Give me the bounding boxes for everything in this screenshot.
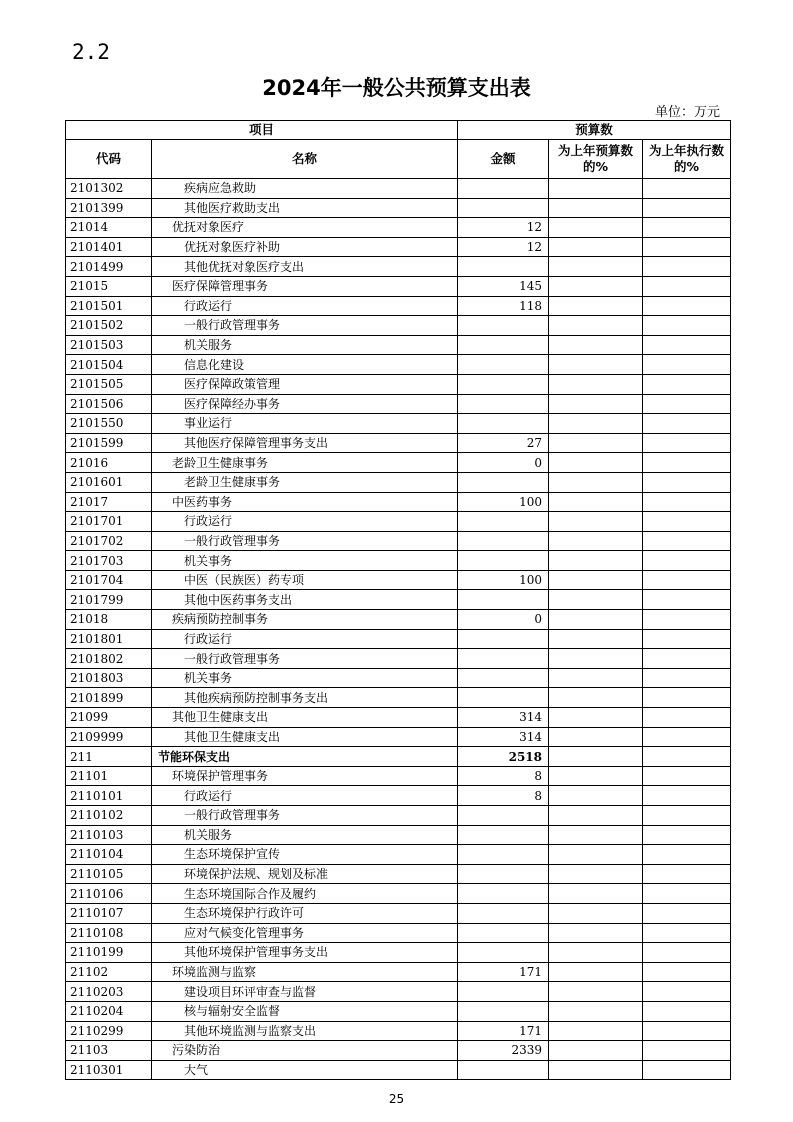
- cell-code: 2110299: [66, 1021, 152, 1041]
- cell-name: 医疗保障政策管理: [152, 374, 458, 394]
- table-row: [66, 708, 731, 728]
- cell-code: 2101799: [66, 590, 152, 610]
- cell-code: 21099: [66, 708, 152, 728]
- cell-pct-prev-exec: [643, 512, 731, 532]
- cell-pct-prev-exec: [643, 531, 731, 551]
- cell-name: 医疗保障经办事务: [152, 394, 458, 414]
- cell-amount: [458, 394, 549, 414]
- cell-pct-prev-exec: [643, 433, 731, 453]
- table-row: [66, 590, 731, 610]
- cell-pct-prev-budget: [549, 218, 643, 238]
- table-row: [66, 531, 731, 551]
- cell-name: 环境保护管理事务: [152, 766, 458, 786]
- cell-pct-prev-exec: [643, 472, 731, 492]
- table-row: [66, 727, 731, 747]
- header-name: 名称: [152, 140, 458, 179]
- table-row: [66, 943, 731, 963]
- cell-code: 2101803: [66, 668, 152, 688]
- cell-code: 21101: [66, 766, 152, 786]
- cell-pct-prev-exec: [643, 1041, 731, 1061]
- cell-code: 2109999: [66, 727, 152, 747]
- table-row: [66, 472, 731, 492]
- cell-pct-prev-budget: [549, 923, 643, 943]
- cell-pct-prev-exec: [643, 218, 731, 238]
- cell-code: 2101505: [66, 374, 152, 394]
- page-number: 25: [388, 1092, 405, 1106]
- table-row: [66, 649, 731, 669]
- cell-pct-prev-exec: [643, 316, 731, 336]
- cell-code: 21103: [66, 1041, 152, 1061]
- cell-amount: 27: [458, 433, 549, 453]
- table-row: [66, 1060, 731, 1080]
- cell-pct-prev-budget: [549, 1060, 643, 1080]
- cell-amount: [458, 668, 549, 688]
- table-row: [66, 688, 731, 708]
- cell-code: 21017: [66, 492, 152, 512]
- cell-pct-prev-budget: [549, 570, 643, 590]
- cell-amount: 100: [458, 492, 549, 512]
- cell-code: 2101302: [66, 179, 152, 199]
- header-code: 代码: [66, 140, 152, 179]
- cell-name: 机关服务: [152, 825, 458, 845]
- cell-pct-prev-budget: [549, 825, 643, 845]
- cell-amount: [458, 943, 549, 963]
- table-row: [66, 179, 731, 199]
- cell-pct-prev-exec: [643, 296, 731, 316]
- cell-name: 其他优抚对象医疗支出: [152, 257, 458, 277]
- cell-code: 2110102: [66, 806, 152, 826]
- cell-code: 2101599: [66, 433, 152, 453]
- table-row: [66, 668, 731, 688]
- cell-pct-prev-exec: [643, 355, 731, 375]
- table-row: [66, 884, 731, 904]
- cell-name: 中医药事务: [152, 492, 458, 512]
- table-row: [66, 1021, 731, 1041]
- cell-pct-prev-budget: [549, 531, 643, 551]
- cell-pct-prev-budget: [549, 316, 643, 336]
- cell-name: 生态环境保护行政许可: [152, 903, 458, 923]
- cell-amount: [458, 688, 549, 708]
- cell-pct-prev-budget: [549, 198, 643, 218]
- cell-pct-prev-budget: [549, 708, 643, 728]
- cell-pct-prev-budget: [549, 982, 643, 1002]
- cell-code: 2101703: [66, 551, 152, 571]
- cell-pct-prev-budget: [549, 786, 643, 806]
- cell-pct-prev-budget: [549, 276, 643, 296]
- cell-amount: 171: [458, 962, 549, 982]
- cell-name: 行政运行: [152, 786, 458, 806]
- cell-pct-prev-budget: [549, 551, 643, 571]
- table-row: [66, 610, 731, 630]
- cell-pct-prev-budget: [549, 492, 643, 512]
- cell-amount: [458, 825, 549, 845]
- table-row: [66, 806, 731, 826]
- table-row: [66, 237, 731, 257]
- cell-amount: [458, 414, 549, 434]
- cell-code: 2101502: [66, 316, 152, 336]
- cell-amount: [458, 531, 549, 551]
- cell-name: 建设项目环评审查与监督: [152, 982, 458, 1002]
- cell-pct-prev-exec: [643, 943, 731, 963]
- cell-pct-prev-budget: [549, 629, 643, 649]
- cell-pct-prev-exec: [643, 570, 731, 590]
- cell-pct-prev-exec: [643, 668, 731, 688]
- cell-amount: [458, 590, 549, 610]
- cell-name: 生态环境国际合作及履约: [152, 884, 458, 904]
- section-number: 2.2: [72, 40, 110, 64]
- cell-pct-prev-exec: [643, 237, 731, 257]
- cell-amount: 314: [458, 727, 549, 747]
- cell-code: 21018: [66, 610, 152, 630]
- cell-pct-prev-budget: [549, 884, 643, 904]
- table-row: [66, 570, 731, 590]
- table-row: [66, 453, 731, 473]
- cell-amount: [458, 806, 549, 826]
- cell-pct-prev-budget: [549, 943, 643, 963]
- cell-pct-prev-exec: [643, 610, 731, 630]
- table-row: [66, 198, 731, 218]
- cell-amount: 8: [458, 786, 549, 806]
- cell-pct-prev-exec: [643, 414, 731, 434]
- table-row: [66, 1041, 731, 1061]
- cell-pct-prev-exec: [643, 747, 731, 767]
- cell-code: 2101550: [66, 414, 152, 434]
- cell-amount: [458, 198, 549, 218]
- cell-pct-prev-exec: [643, 453, 731, 473]
- cell-code: 2110203: [66, 982, 152, 1002]
- cell-code: 2101399: [66, 198, 152, 218]
- cell-amount: [458, 903, 549, 923]
- table-row: [66, 257, 731, 277]
- cell-code: 21014: [66, 218, 152, 238]
- cell-pct-prev-exec: [643, 394, 731, 414]
- cell-name: 其他卫生健康支出: [152, 727, 458, 747]
- cell-amount: 0: [458, 453, 549, 473]
- table-row: [66, 825, 731, 845]
- cell-pct-prev-budget: [549, 296, 643, 316]
- cell-pct-prev-budget: [549, 1041, 643, 1061]
- cell-pct-prev-budget: [549, 335, 643, 355]
- page-title: 2024年一般公共预算支出表: [262, 76, 531, 100]
- cell-name: 优抚对象医疗补助: [152, 237, 458, 257]
- table-row: [66, 864, 731, 884]
- cell-pct-prev-exec: [643, 590, 731, 610]
- cell-amount: 12: [458, 218, 549, 238]
- cell-name: 污染防治: [152, 1041, 458, 1061]
- cell-amount: [458, 629, 549, 649]
- cell-pct-prev-budget: [549, 414, 643, 434]
- cell-pct-prev-budget: [549, 512, 643, 532]
- cell-name: 行政运行: [152, 296, 458, 316]
- cell-name: 疾病应急救助: [152, 179, 458, 199]
- cell-name: 优抚对象医疗: [152, 218, 458, 238]
- cell-pct-prev-exec: [643, 179, 731, 199]
- cell-amount: [458, 982, 549, 1002]
- cell-amount: 145: [458, 276, 549, 296]
- cell-code: 211: [66, 747, 152, 767]
- cell-pct-prev-exec: [643, 1060, 731, 1080]
- cell-name: 应对气候变化管理事务: [152, 923, 458, 943]
- cell-pct-prev-exec: [643, 923, 731, 943]
- cell-pct-prev-exec: [643, 962, 731, 982]
- table-row: [66, 1001, 731, 1021]
- table-row: [66, 766, 731, 786]
- budget-table: [65, 120, 731, 1080]
- cell-pct-prev-exec: [643, 629, 731, 649]
- cell-pct-prev-exec: [643, 688, 731, 708]
- cell-amount: [458, 257, 549, 277]
- cell-pct-prev-exec: [643, 903, 731, 923]
- cell-pct-prev-exec: [643, 257, 731, 277]
- unit-label: 单位：万元: [654, 105, 720, 120]
- cell-code: 2101503: [66, 335, 152, 355]
- cell-pct-prev-exec: [643, 335, 731, 355]
- cell-pct-prev-budget: [549, 374, 643, 394]
- cell-pct-prev-exec: [643, 276, 731, 296]
- cell-name: 一般行政管理事务: [152, 649, 458, 669]
- cell-pct-prev-budget: [549, 1001, 643, 1021]
- cell-pct-prev-exec: [643, 825, 731, 845]
- cell-pct-prev-budget: [549, 903, 643, 923]
- cell-amount: 314: [458, 708, 549, 728]
- cell-name: 机关事务: [152, 551, 458, 571]
- table-row: [66, 355, 731, 375]
- cell-name: 行政运行: [152, 512, 458, 532]
- cell-name: 大气: [152, 1060, 458, 1080]
- cell-pct-prev-budget: [549, 237, 643, 257]
- cell-name: 其他中医药事务支出: [152, 590, 458, 610]
- cell-pct-prev-exec: [643, 727, 731, 747]
- cell-amount: [458, 551, 549, 571]
- cell-name: 事业运行: [152, 414, 458, 434]
- cell-pct-prev-budget: [549, 355, 643, 375]
- cell-code: 2110104: [66, 845, 152, 865]
- cell-code: 2101802: [66, 649, 152, 669]
- cell-amount: 171: [458, 1021, 549, 1041]
- table-row: [66, 414, 731, 434]
- cell-pct-prev-budget: [549, 845, 643, 865]
- cell-pct-prev-exec: [643, 1021, 731, 1041]
- cell-pct-prev-budget: [549, 179, 643, 199]
- cell-code: 2110103: [66, 825, 152, 845]
- cell-pct-prev-budget: [549, 727, 643, 747]
- cell-name: 信息化建设: [152, 355, 458, 375]
- header-row-top: [66, 121, 731, 140]
- table-row: [66, 218, 731, 238]
- cell-name: 机关服务: [152, 335, 458, 355]
- cell-pct-prev-budget: [549, 394, 643, 414]
- cell-pct-prev-exec: [643, 982, 731, 1002]
- table-row: [66, 982, 731, 1002]
- cell-name: 一般行政管理事务: [152, 316, 458, 336]
- cell-pct-prev-budget: [549, 747, 643, 767]
- cell-code: 2101801: [66, 629, 152, 649]
- table-row: [66, 923, 731, 943]
- table-row: [66, 786, 731, 806]
- cell-pct-prev-exec: [643, 551, 731, 571]
- header-budget: 预算数: [458, 121, 731, 140]
- cell-code: 2101499: [66, 257, 152, 277]
- cell-pct-prev-budget: [549, 453, 643, 473]
- cell-amount: [458, 649, 549, 669]
- cell-pct-prev-budget: [549, 688, 643, 708]
- cell-amount: [458, 1060, 549, 1080]
- cell-code: 2101506: [66, 394, 152, 414]
- cell-amount: 100: [458, 570, 549, 590]
- cell-amount: [458, 316, 549, 336]
- cell-pct-prev-budget: [549, 433, 643, 453]
- cell-pct-prev-budget: [549, 472, 643, 492]
- cell-code: 2101501: [66, 296, 152, 316]
- cell-amount: [458, 512, 549, 532]
- cell-name: 老龄卫生健康事务: [152, 472, 458, 492]
- cell-code: 2110101: [66, 786, 152, 806]
- cell-amount: [458, 355, 549, 375]
- table-row: [66, 296, 731, 316]
- cell-name: 其他卫生健康支出: [152, 708, 458, 728]
- cell-code: 21016: [66, 453, 152, 473]
- cell-amount: 12: [458, 237, 549, 257]
- header-amount: 金额: [458, 140, 549, 179]
- cell-code: 2101504: [66, 355, 152, 375]
- cell-name: 其他医疗救助支出: [152, 198, 458, 218]
- cell-name: 机关事务: [152, 668, 458, 688]
- cell-amount: [458, 472, 549, 492]
- cell-amount: [458, 923, 549, 943]
- cell-name: 环境保护法规、规划及标准: [152, 864, 458, 884]
- cell-name: 其他医疗保障管理事务支出: [152, 433, 458, 453]
- cell-amount: [458, 1001, 549, 1021]
- cell-name: 节能环保支出: [152, 747, 458, 767]
- cell-code: 2101601: [66, 472, 152, 492]
- cell-name: 一般行政管理事务: [152, 531, 458, 551]
- cell-amount: [458, 374, 549, 394]
- cell-amount: 2518: [458, 747, 549, 767]
- cell-amount: [458, 335, 549, 355]
- cell-pct-prev-exec: [643, 786, 731, 806]
- cell-code: 2110204: [66, 1001, 152, 1021]
- cell-pct-prev-exec: [643, 766, 731, 786]
- table-row: [66, 551, 731, 571]
- cell-code: 2101702: [66, 531, 152, 551]
- header-row-sub: [66, 140, 731, 179]
- cell-pct-prev-budget: [549, 610, 643, 630]
- cell-name: 环境监测与监察: [152, 962, 458, 982]
- cell-pct-prev-exec: [643, 708, 731, 728]
- cell-name: 其他疾病预防控制事务支出: [152, 688, 458, 708]
- cell-amount: [458, 864, 549, 884]
- cell-name: 其他环境保护管理事务支出: [152, 943, 458, 963]
- cell-pct-prev-exec: [643, 492, 731, 512]
- table-row: [66, 492, 731, 512]
- table-row: [66, 962, 731, 982]
- cell-pct-prev-budget: [549, 962, 643, 982]
- table-row: [66, 374, 731, 394]
- header-pct-prev-exec: 为上年执行数的%: [643, 140, 731, 179]
- cell-pct-prev-exec: [643, 884, 731, 904]
- cell-pct-prev-budget: [549, 806, 643, 826]
- cell-name: 一般行政管理事务: [152, 806, 458, 826]
- cell-code: 21015: [66, 276, 152, 296]
- cell-code: 2110106: [66, 884, 152, 904]
- cell-pct-prev-exec: [643, 845, 731, 865]
- cell-pct-prev-exec: [643, 806, 731, 826]
- cell-amount: [458, 179, 549, 199]
- cell-pct-prev-exec: [643, 1001, 731, 1021]
- cell-amount: 2339: [458, 1041, 549, 1061]
- cell-code: 2110105: [66, 864, 152, 884]
- cell-amount: 0: [458, 610, 549, 630]
- table-row: [66, 845, 731, 865]
- table-row: [66, 335, 731, 355]
- cell-pct-prev-budget: [549, 668, 643, 688]
- cell-code: 2110301: [66, 1060, 152, 1080]
- cell-amount: [458, 845, 549, 865]
- cell-code: 2110107: [66, 903, 152, 923]
- table-row: [66, 512, 731, 532]
- cell-name: 生态环境保护宣传: [152, 845, 458, 865]
- table-row: [66, 629, 731, 649]
- cell-name: 其他环境监测与监察支出: [152, 1021, 458, 1041]
- cell-pct-prev-exec: [643, 374, 731, 394]
- cell-pct-prev-budget: [549, 590, 643, 610]
- cell-code: 2101899: [66, 688, 152, 708]
- cell-code: 2110108: [66, 923, 152, 943]
- table-row: [66, 316, 731, 336]
- cell-amount: 8: [458, 766, 549, 786]
- cell-name: 核与辐射安全监督: [152, 1001, 458, 1021]
- header-project: 项目: [66, 121, 458, 140]
- cell-pct-prev-exec: [643, 198, 731, 218]
- cell-pct-prev-exec: [643, 649, 731, 669]
- cell-pct-prev-budget: [549, 766, 643, 786]
- table-row: [66, 276, 731, 296]
- cell-name: 中医（民族医）药专项: [152, 570, 458, 590]
- table-row: [66, 747, 731, 767]
- table-row: [66, 433, 731, 453]
- cell-name: 老龄卫生健康事务: [152, 453, 458, 473]
- cell-code: 2110199: [66, 943, 152, 963]
- cell-pct-prev-budget: [549, 257, 643, 277]
- cell-pct-prev-budget: [549, 864, 643, 884]
- cell-code: 2101704: [66, 570, 152, 590]
- cell-name: 疾病预防控制事务: [152, 610, 458, 630]
- cell-code: 2101401: [66, 237, 152, 257]
- cell-name: 行政运行: [152, 629, 458, 649]
- table-body: [66, 179, 731, 1080]
- cell-code: 2101701: [66, 512, 152, 532]
- cell-pct-prev-budget: [549, 649, 643, 669]
- cell-amount: 118: [458, 296, 549, 316]
- cell-code: 21102: [66, 962, 152, 982]
- cell-pct-prev-exec: [643, 864, 731, 884]
- table-row: [66, 903, 731, 923]
- header-pct-prev-budget: 为上年预算数的%: [549, 140, 643, 179]
- cell-pct-prev-budget: [549, 1021, 643, 1041]
- table-row: [66, 394, 731, 414]
- cell-name: 医疗保障管理事务: [152, 276, 458, 296]
- cell-amount: [458, 884, 549, 904]
